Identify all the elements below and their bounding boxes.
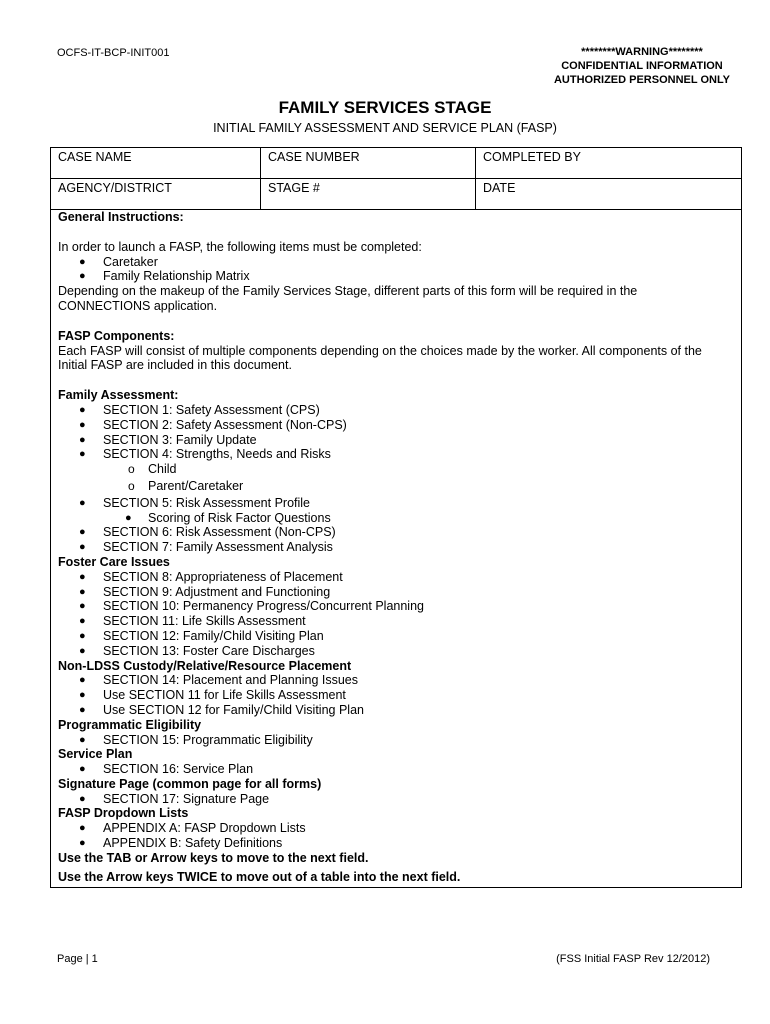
- page-number: Page | 1: [57, 953, 98, 965]
- form-header-row: [51, 179, 741, 210]
- components-heading: FASP Components:: [58, 328, 175, 343]
- list-item: ● SECTION 7: Family Assessment Analysis: [79, 540, 333, 555]
- list-item: ● SECTION 4: Strengths, Needs and Risks: [79, 447, 331, 462]
- list-item: ● SECTION 3: Family Update: [79, 432, 257, 447]
- instructions-note: Depending on the makeup of the Family Services Stage, different parts of this form will be required in the CONNECTIONS application.: [58, 284, 638, 313]
- case-name-field[interactable]: CASE NAME: [51, 148, 261, 178]
- list-item: ● SECTION 14: Placement and Planning Issues: [79, 673, 358, 688]
- bullet-icon: ●: [79, 837, 86, 850]
- instructions-heading: General Instructions:: [58, 210, 184, 224]
- bullet-icon: ●: [79, 615, 86, 628]
- bullet-icon: ●: [79, 792, 86, 805]
- stage-number-field[interactable]: STAGE #: [261, 179, 476, 209]
- page-subtitle: INITIAL FAMILY ASSESSMENT AND SERVICE PLAN (FASP): [213, 121, 557, 135]
- non-ldss-heading: Non-LDSS Custody/Relative/Resource Placement: [58, 658, 352, 673]
- non-ldss-list: [58, 673, 728, 717]
- revision-label: (FSS Initial FASP Rev 12/2012): [556, 953, 710, 965]
- family-assessment-list: [58, 403, 728, 555]
- instructions-body: [58, 210, 728, 884]
- bullet-icon: ●: [79, 418, 86, 431]
- programmatic-list: [58, 733, 728, 748]
- instructions-intro: In order to launch a FASP, the following items must be completed:: [58, 239, 422, 254]
- bullet-icon: ●: [79, 585, 86, 598]
- list-subitem: o Child: [128, 462, 177, 477]
- list-subitem: ● Scoring of Risk Factor Questions: [125, 510, 331, 525]
- programmatic-heading: Programmatic Eligibility: [58, 717, 202, 732]
- bullet-icon: ●: [79, 403, 86, 416]
- list-item: ● SECTION 9: Adjustment and Functioning: [79, 584, 331, 599]
- warning-line: AUTHORIZED PERSONNEL ONLY: [553, 74, 730, 86]
- tab-note: Use the TAB or Arrow keys to move to the next field.: [58, 850, 369, 865]
- warning-line: CONFIDENTIAL INFORMATION: [561, 60, 723, 72]
- list-item: ● Caretaker: [79, 254, 158, 269]
- dropdowns-list: [58, 821, 728, 851]
- bullet-icon: ●: [79, 255, 86, 268]
- arrow-note: Use the Arrow keys TWICE to move out of a table into the next field.: [58, 869, 461, 884]
- list-item: ● SECTION 5: Risk Assessment Profile: [79, 495, 311, 510]
- signature-list: [58, 792, 728, 807]
- bullet-icon: ●: [79, 822, 86, 835]
- family-assessment-heading: Family Assessment:: [58, 388, 179, 403]
- components-text: Each FASP will consist of multiple components depending on the choices made by the worker. All components of the Initial FASP are included in this document.: [58, 343, 702, 373]
- list-subitem: o Parent/Caretaker: [128, 478, 244, 493]
- completed-by-field[interactable]: COMPLETED BY: [483, 150, 581, 164]
- bullet-icon: ●: [79, 703, 86, 716]
- list-item: ● Family Relationship Matrix: [79, 269, 250, 284]
- list-item: ● Use SECTION 12 for Family/Child Visiting Plan: [79, 702, 364, 717]
- bullet-icon: ●: [79, 448, 86, 461]
- bullet-icon: ●: [79, 570, 86, 583]
- date-field[interactable]: DATE: [483, 181, 516, 195]
- bullet-icon: ●: [79, 629, 86, 642]
- required-items-list: [58, 255, 728, 285]
- form-header-row: [51, 148, 741, 179]
- list-item: ● SECTION 12: Family/Child Visiting Plan: [79, 628, 324, 643]
- bullet-icon: ●: [79, 763, 86, 776]
- bullet-icon: ●: [79, 674, 86, 687]
- list-item: ● Use SECTION 11 for Life Skills Assessment: [79, 688, 346, 703]
- form-frame: [50, 147, 742, 888]
- case-number-field[interactable]: CASE NUMBER: [261, 148, 476, 178]
- signature-heading: Signature Page (common page for all forms): [58, 776, 322, 791]
- list-item: ● SECTION 13: Foster Care Discharges: [79, 643, 315, 658]
- agency-district-field[interactable]: AGENCY/DISTRICT: [51, 179, 261, 209]
- bullet-icon: ●: [125, 511, 132, 524]
- list-item: ● SECTION 6: Risk Assessment (Non-CPS): [79, 525, 336, 540]
- bullet-icon: ●: [79, 526, 86, 539]
- bullet-icon: ●: [79, 644, 86, 657]
- bullet-icon: ●: [79, 433, 86, 446]
- list-item: ● SECTION 15: Programmatic Eligibility: [79, 732, 313, 747]
- list-item: ● APPENDIX B: Safety Definitions: [79, 836, 283, 851]
- list-item: ● SECTION 2: Safety Assessment (Non-CPS): [79, 417, 347, 432]
- dropdowns-heading: FASP Dropdown Lists: [58, 806, 189, 821]
- list-item: ● SECTION 11: Life Skills Assessment: [79, 614, 306, 629]
- list-item: ● SECTION 10: Permanency Progress/Concurrent Planning: [79, 599, 424, 614]
- confidential-warning: [554, 45, 730, 87]
- foster-care-list: [58, 570, 728, 659]
- list-item: ● SECTION 16: Service Plan: [79, 762, 254, 777]
- list-item: ● APPENDIX A: FASP Dropdown Lists: [79, 821, 306, 836]
- service-plan-heading: Service Plan: [58, 747, 133, 762]
- bullet-icon: ●: [79, 541, 86, 554]
- document-id: OCFS-IT-BCP-INIT001: [57, 47, 170, 59]
- bullet-icon: ●: [79, 733, 86, 746]
- bullet-icon: ●: [79, 496, 86, 509]
- service-plan-list: [58, 762, 728, 777]
- list-item: ● SECTION 1: Safety Assessment (CPS): [79, 402, 320, 417]
- warning-line: ********WARNING********: [581, 46, 703, 58]
- foster-care-heading: Foster Care Issues: [58, 554, 170, 569]
- circle-bullet-icon: o: [128, 462, 135, 477]
- list-item: ● SECTION 17: Signature Page: [79, 791, 270, 806]
- bullet-icon: ●: [79, 600, 86, 613]
- list-item: ● SECTION 8: Appropriateness of Placement: [79, 569, 343, 584]
- bullet-icon: ●: [79, 270, 86, 283]
- circle-bullet-icon: o: [128, 478, 135, 493]
- bullet-icon: ●: [79, 689, 86, 702]
- page-title: FAMILY SERVICES STAGE: [278, 98, 492, 117]
